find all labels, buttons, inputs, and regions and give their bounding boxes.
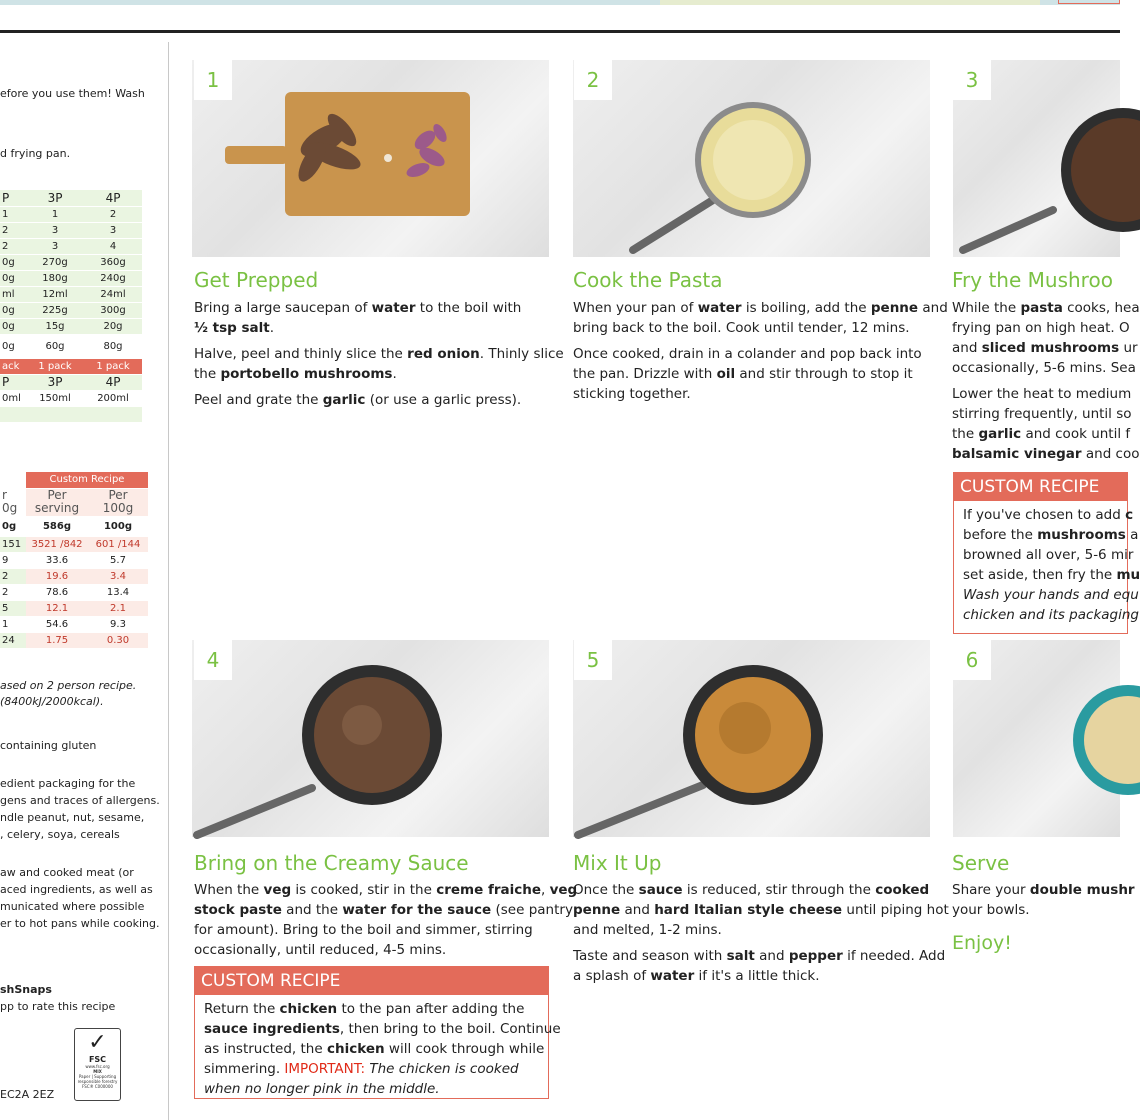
step-5-text: Once the sauce is reduced, stir through the cooked penne and hard Italian style cheese until piping hot and melted, 1-2 mins. Taste and season with salt and pepper if needed. Add a splash of water if it's a little thick. <box>573 882 949 984</box>
nutrition-table: Custom Recipe r 0g Per serving Per 100g 0g 586g 100g 151 3521 /842 601 /144 9 33.6 5.7 2 19.6 3.4 2 78.6 13.4 5 12.1 2.1 1 54.6 9.3 24 1.75 0.30 <box>0 472 148 649</box>
table-row: 2 19.6 3.4 <box>0 568 148 584</box>
step-title: Get Prepped <box>194 268 319 292</box>
step-title: Cook the Pasta <box>573 268 723 292</box>
sidebar-note: ased on 2 person recipe. <box>0 679 137 692</box>
step-title: Mix It Up <box>573 851 662 875</box>
top-strip <box>0 0 1120 5</box>
step-title: Serve <box>952 851 1010 875</box>
step-number: 1 <box>194 60 232 100</box>
sidebar-text: er to hot pans while cooking. <box>0 917 160 930</box>
step-5-photo <box>573 640 930 837</box>
sidebar-text: d frying pan. <box>0 147 71 160</box>
fsc-logo: ✓ FSC www.fsc.org MIX Paper | Supporting responsible forestry FSC® C000000 <box>74 1028 121 1101</box>
table-row: 2 3 3 <box>0 222 142 238</box>
table-row: ack 1 pack 1 pack <box>0 358 142 374</box>
table-row: 2 78.6 13.4 <box>0 584 148 600</box>
postcode: EC2A 2EZ <box>0 1088 55 1101</box>
tree-icon: ✓ <box>88 1030 107 1055</box>
step-4-text: When the veg is cooked, stir in the creme fraiche, veg stock paste and the water for the sauce (see pantry for amount). Bring to the boil and simmer, stirring occasionally, until reduced, 4-5 mins. <box>194 882 578 958</box>
step-title: Bring on the Creamy Sauce <box>194 851 469 875</box>
sidebar-text: municated where possible <box>0 900 145 913</box>
pantry-table: P 3P 4P 1 1 2 2 3 3 2 3 4 0g 270g 360g 0g 180g 240g ml 12ml 24ml 0g 225g 300g 0g 15g 20g 0g 60g 80g ack 1 pack 1 pack P 3P 4P 0ml 150ml 200ml <box>0 190 142 423</box>
sidebar-text: aw and cooked meat (or <box>0 866 134 879</box>
step-4-photo <box>192 640 549 837</box>
sidebar-text: pp to rate this recipe <box>0 1000 116 1013</box>
step-3-text: While the pasta cooks, hea frying pan on high heat. O and sliced mushrooms ur occasionally, 5-6 mins. Sea Lower the heat to medium stirring frequently, until so the garlic and cook until f balsamic vinegar and coo <box>952 300 1140 462</box>
custom-recipe-title: CUSTOM RECIPE <box>954 473 1127 501</box>
table-row: 0g 225g 300g <box>0 302 142 318</box>
table-row: 2 3 4 <box>0 238 142 254</box>
custom-recipe-header: Custom Recipe <box>26 472 148 488</box>
table-row: 0g 60g 80g <box>0 334 142 358</box>
table-row: 9 33.6 5.7 <box>0 552 148 568</box>
table-row: 0g 180g 240g <box>0 270 142 286</box>
table-row: 0g 15g 20g <box>0 318 142 334</box>
custom-recipe-title: CUSTOM RECIPE <box>195 967 548 995</box>
sidebar-text: containing gluten <box>0 739 97 752</box>
sidebar-note: (8400kJ/2000kcal). <box>0 695 104 708</box>
enjoy-text: Enjoy! <box>952 932 1012 954</box>
table-row: 1 1 2 <box>0 206 142 222</box>
step-2-photo <box>573 60 930 257</box>
table-row: 5 12.1 2.1 <box>0 600 148 616</box>
sidebar-text: edient packaging for the <box>0 777 136 790</box>
step-6-text: Share your double mushr your bowls. <box>952 882 1135 918</box>
sidebar-text: ndle peanut, nut, sesame, <box>0 811 145 824</box>
custom-recipe-box: CUSTOM RECIPE If you've chosen to add c before the mushrooms a browned all over, 5-6 mir set aside, then fry the mu Wash your hands and equ chicken and its packaging <box>953 472 1128 634</box>
step-number: 6 <box>953 640 991 680</box>
step-number: 4 <box>194 640 232 680</box>
step-number: 2 <box>574 60 612 100</box>
custom-recipe-box: CUSTOM RECIPE Return the chicken to the pan after adding the sauce ingredients, then bring to the boil. Continue as instructed, the chicken will cook through while simmering. IMPORTANT: The chicken is cooked when no longer pink in the middle. <box>194 966 549 1099</box>
table-row: 24 1.75 0.30 <box>0 632 148 648</box>
step-title: Fry the Mushroo <box>952 268 1113 292</box>
step-number: 5 <box>574 640 612 680</box>
table-row: 151 3521 /842 601 /144 <box>0 536 148 552</box>
table-row: 0ml 150ml 200ml <box>0 390 142 406</box>
table-row: ml 12ml 24ml <box>0 286 142 302</box>
step-2-text: When your pan of water is boiling, add the penne and bring back to the boil. Cook until tender, 12 mins. Once cooked, drain in a colander and pop back into the pan. Drizzle with oil and stir through to stop it sticking together. <box>573 300 948 402</box>
step-1-photo <box>192 60 549 257</box>
sidebar-text: , celery, soya, cereals <box>0 828 120 841</box>
table-row: 0g 270g 360g <box>0 254 142 270</box>
sidebar-divider <box>168 42 169 1120</box>
sidebar-text: efore you use them! Wash <box>0 87 145 100</box>
top-divider <box>0 30 1120 33</box>
step-1-text: Bring a large saucepan of water to the boil with ½ tsp salt. Halve, peel and thinly slice the red onion. Thinly slice the portobello mushrooms. Peel and grate the garlic (or use a garlic press). <box>194 300 564 408</box>
sidebar-text: shSnaps <box>0 983 52 996</box>
sidebar-text: gens and traces of allergens. <box>0 794 160 807</box>
table-row: 1 54.6 9.3 <box>0 616 148 632</box>
step-number: 3 <box>953 60 991 100</box>
sidebar-text: aced ingredients, as well as <box>0 883 153 896</box>
